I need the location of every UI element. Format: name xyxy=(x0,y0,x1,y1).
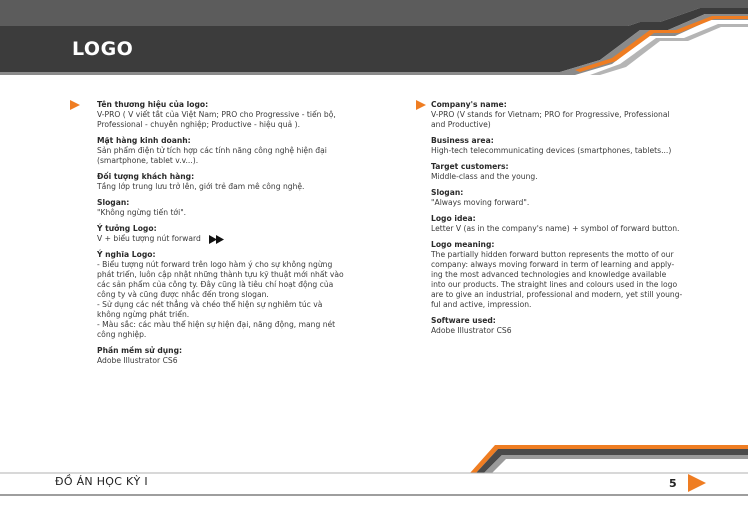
section-heading: Ý tưởng Logo: xyxy=(97,224,157,233)
section-body: Adobe Illustrator CS6 xyxy=(97,356,178,365)
footer-title: ĐỒ ÁN HỌC KỲ I xyxy=(55,475,148,488)
section-heading: Ý nghĩa Logo: xyxy=(97,250,156,259)
section-body: Tầng lớp trung lưu trở lên, giới trẻ đam mê công nghệ. xyxy=(97,182,305,191)
page-arrow-icon xyxy=(688,474,706,492)
section xyxy=(431,240,711,310)
section xyxy=(431,162,711,182)
section-body: High-tech telecommunicating devices (smartphones, tablets...) xyxy=(431,146,672,155)
section xyxy=(97,100,397,130)
page-number: 5 xyxy=(669,477,677,490)
section-body: V-PRO ( V viết tắt của Việt Nam; PRO cho Progressive - tiến bộ, Professional - chuyên nghiệp; Productive - hiệu quả ). xyxy=(97,110,336,129)
section xyxy=(431,188,711,208)
section-heading: Phần mềm sử dụng: xyxy=(97,346,183,355)
section xyxy=(97,172,397,192)
section-body: - Biểu tượng nút forward trên logo hàm ý cho sự không ngừng phát triển, luôn cập nhật những thành tựu kỹ thuật mới nhất vào các sản phẩm của công ty. Đây cũng là tiêu chí hoạt động của công ty và cũng được nhắc đến trong slogan. - Sử dụng các nét thẳng và chéo thể hiện sự nghiêm túc và không ngừng phát triển. - Màu sắc: các màu thể hiện sự hiện đại, năng động, mang nét công nghiệp. xyxy=(97,260,344,339)
forward-icon xyxy=(209,235,225,244)
section-body: Sản phẩm điện tử tích hợp các tính năng công nghệ hiện đại (smartphone, tablet v.v...). xyxy=(97,146,327,165)
section-arrow-icon xyxy=(416,100,426,110)
section-heading: Slogan: xyxy=(97,198,130,207)
section xyxy=(431,100,711,130)
section-body: Middle-class and the young. xyxy=(431,172,538,181)
section xyxy=(97,136,397,166)
section xyxy=(97,224,397,244)
section-body: "Always moving forward". xyxy=(431,198,530,207)
section-body: Adobe Illustrator CS6 xyxy=(431,326,512,335)
english-column xyxy=(431,100,711,342)
section-body: "Không ngừng tiến tới". xyxy=(97,208,187,217)
section-arrow-icon xyxy=(70,100,80,110)
section xyxy=(97,250,397,340)
section xyxy=(97,346,397,366)
section-heading: Logo meaning: xyxy=(431,240,495,249)
section xyxy=(431,316,711,336)
section-heading: Target customers: xyxy=(431,162,509,171)
section-heading: Software used: xyxy=(431,316,496,325)
section-heading: Company's name: xyxy=(431,100,507,109)
section xyxy=(97,198,397,218)
section-body: Letter V (as in the company's name) + symbol of forward button. xyxy=(431,224,680,233)
section-heading: Đối tượng khách hàng: xyxy=(97,172,195,181)
section-heading: Business area: xyxy=(431,136,494,145)
section-heading: Slogan: xyxy=(431,188,464,197)
section xyxy=(431,214,711,234)
section-body: V + biểu tượng nút forward xyxy=(97,234,201,243)
section-heading: Mặt hàng kinh doanh: xyxy=(97,136,191,145)
page-title: LOGO xyxy=(72,38,134,60)
section xyxy=(431,136,711,156)
section-heading: Tên thương hiệu của logo: xyxy=(97,100,209,109)
section-body: The partially hidden forward button represents the motto of our company: always moving forward in term of learning and apply- ing the most advanced technologies and knowledge available into our products. The straight lines and colours used in the logo are to give an industrial, professional and modern, yet still young- ful and active, impression. xyxy=(431,250,683,309)
section-body: V-PRO (V stands for Vietnam; PRO for Progressive, Professional and Productive) xyxy=(431,110,670,129)
section-heading: Logo idea: xyxy=(431,214,476,223)
vietnamese-column xyxy=(97,100,397,372)
